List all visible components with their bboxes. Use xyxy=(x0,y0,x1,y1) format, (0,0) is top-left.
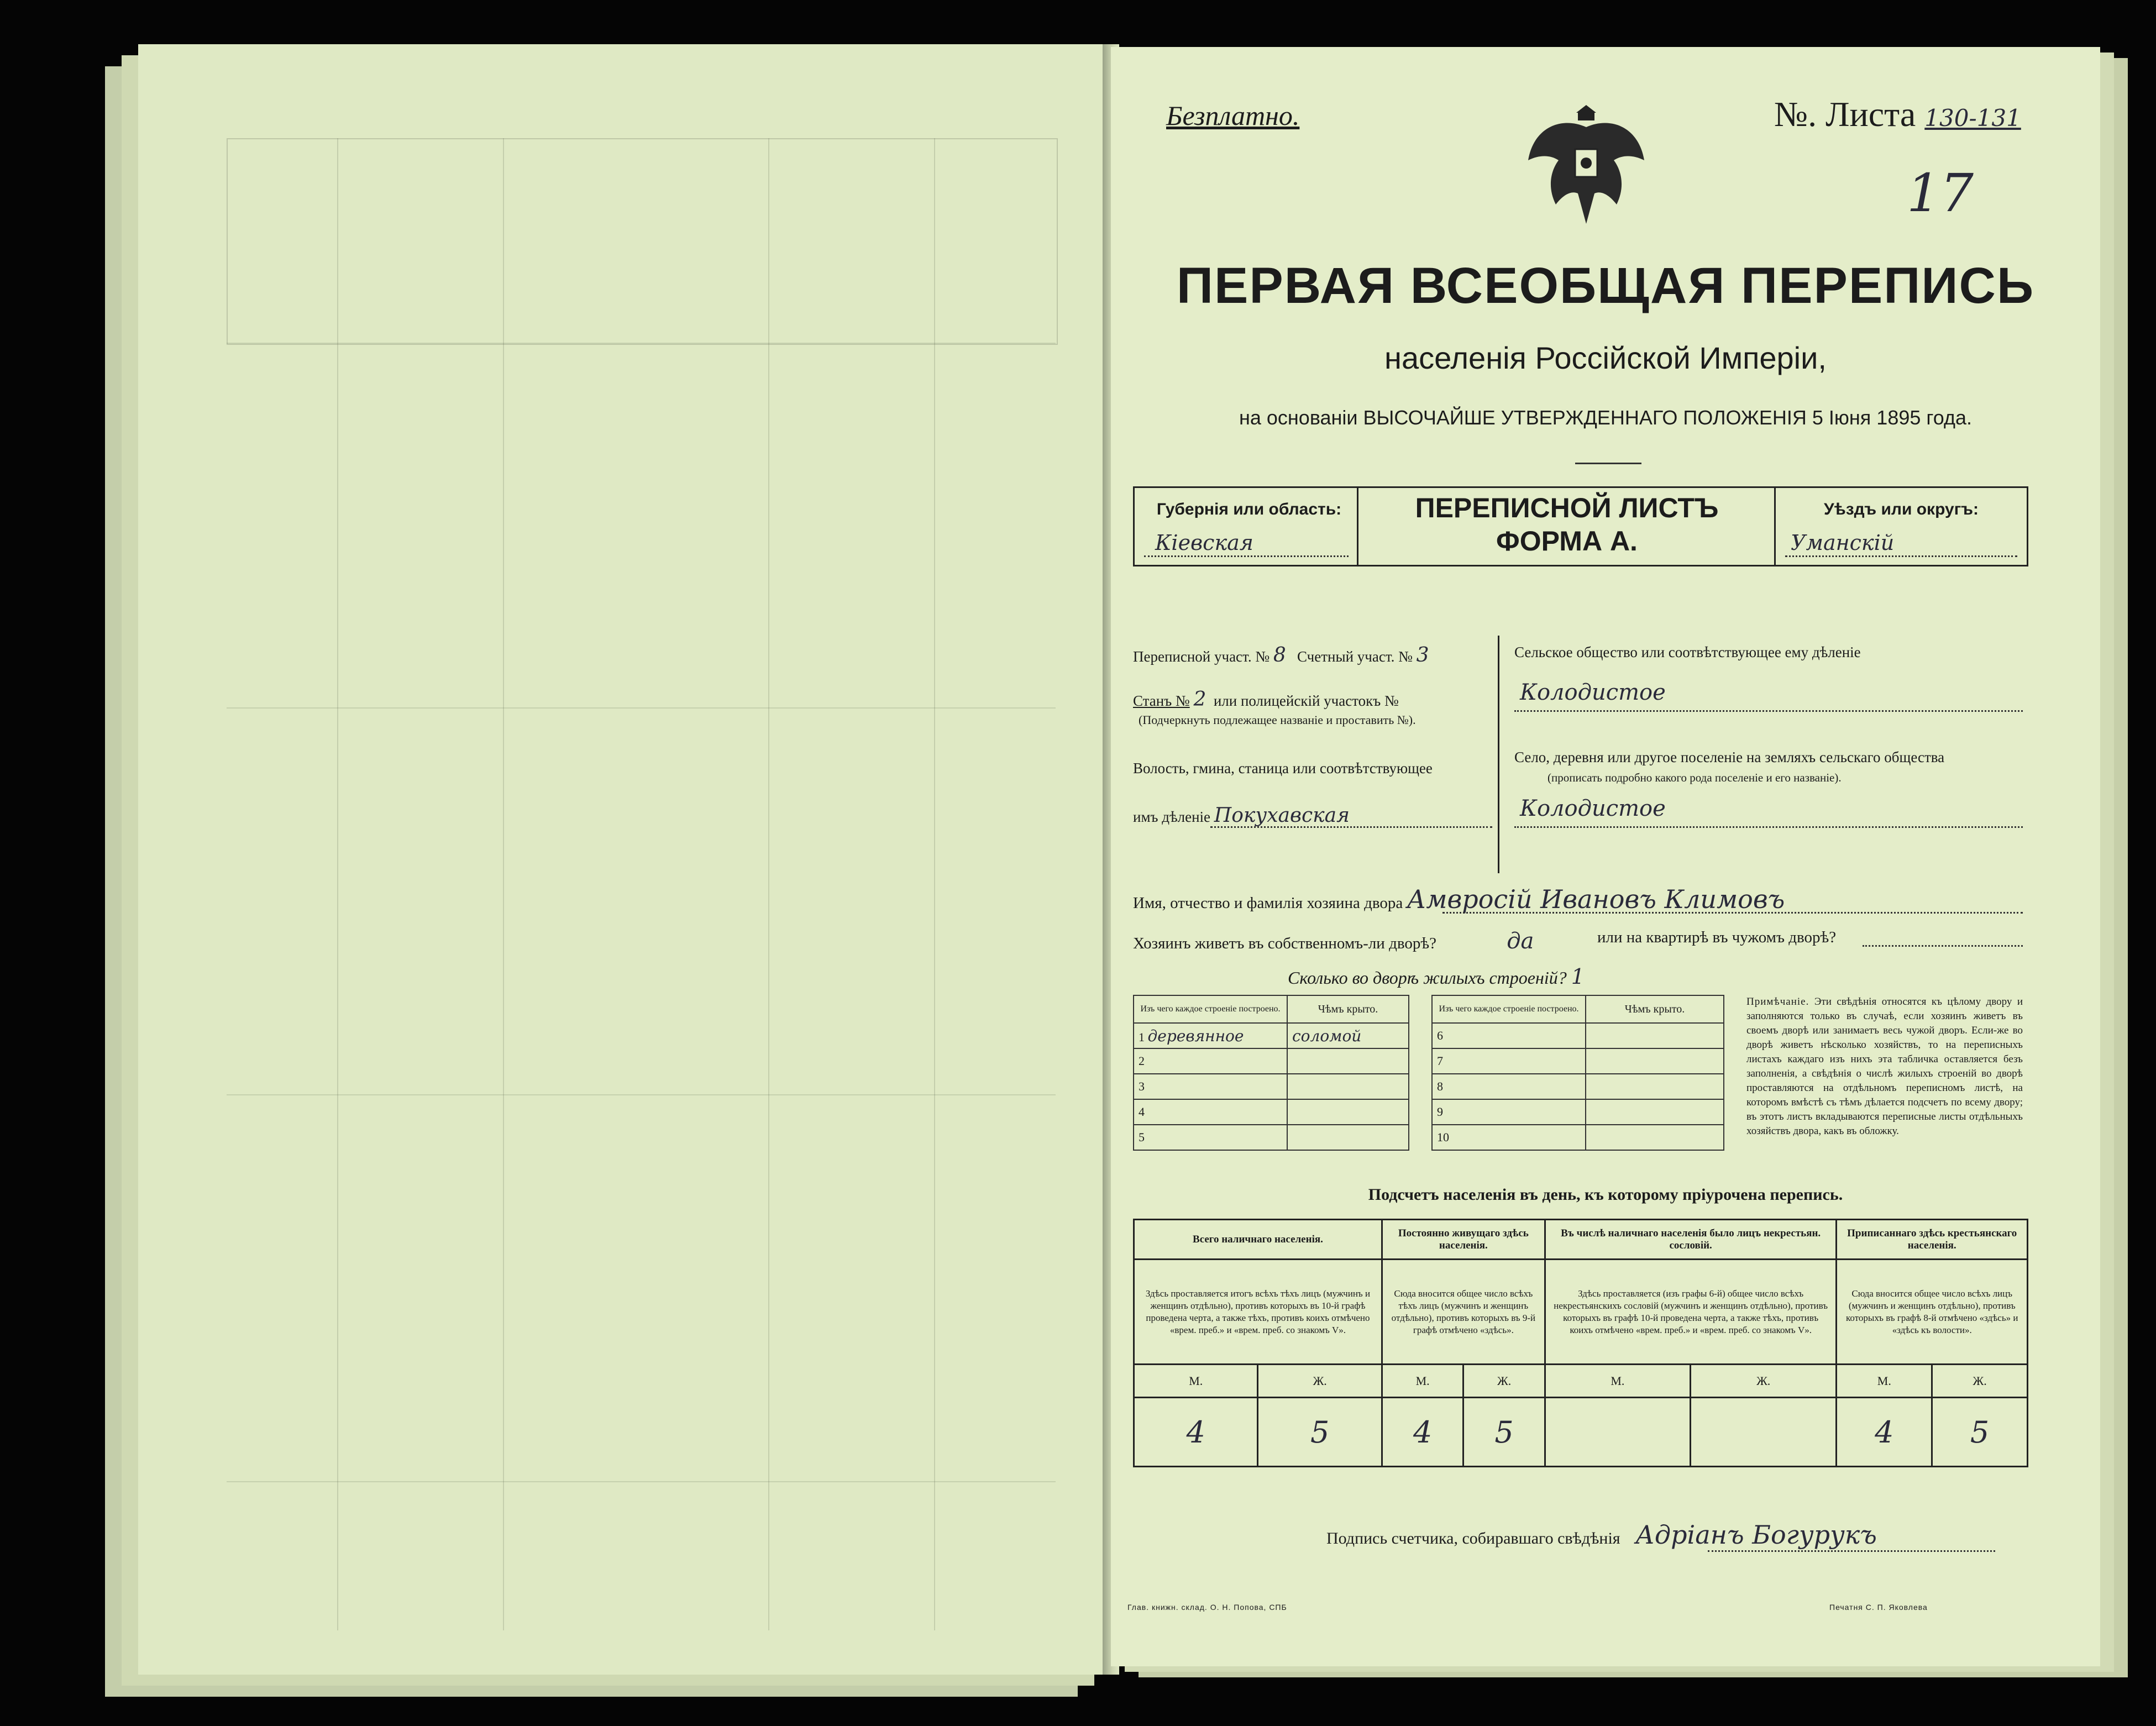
show-through-rule xyxy=(337,138,338,1630)
owner-name-line xyxy=(1442,912,2023,914)
form-header-divider xyxy=(1774,486,1776,566)
form-basis: на основаніи ВЫСОЧАЙШЕ УТВЕРЖДЕННАГО ПОЛОЖЕНІЯ 5 Іюня 1895 года. xyxy=(1239,406,1972,429)
show-through-rule xyxy=(768,138,769,1630)
signature-line xyxy=(1708,1550,1995,1552)
show-through-rule xyxy=(227,707,1056,709)
census-area-value: 8 xyxy=(1273,644,1286,667)
show-through-rule xyxy=(503,138,504,1630)
building-roof: соломой xyxy=(1287,1023,1409,1048)
form-title: ПЕРВАЯ ВСЕОБЩАЯ ПЕРЕПИСЬ xyxy=(1176,258,2035,314)
society-value: Колодистое xyxy=(1520,680,1666,705)
note-block xyxy=(1746,995,2023,1139)
pop-total-male: 4 xyxy=(1134,1398,1258,1467)
province-value: Кіевская xyxy=(1155,531,1253,555)
table-row: 10 xyxy=(1432,1125,1724,1150)
footer-left: Глав. книжн. склад. О. Н. Попова, СПБ xyxy=(1127,1603,1287,1612)
volost-label: Волость, гмина, станица или соотвѣтствующее xyxy=(1133,760,1433,777)
pop-peasant-male: 4 xyxy=(1837,1398,1932,1467)
pop-col-peasant-desc: Сюда вносится общее число всѣхъ лицъ (мужчинъ и женщинъ отдѣльно), противъ которыхъ въ графѣ 8-й отмѣчено «здѣсь» и «здѣсь къ волости». xyxy=(1837,1260,2028,1365)
own-yard-value: да xyxy=(1507,928,1534,954)
census-sheet-title: ПЕРЕПИСНОЙ ЛИСТЪ xyxy=(1415,492,1719,523)
count-area-value: 3 xyxy=(1416,644,1429,667)
show-through-rule xyxy=(227,343,1056,344)
male-label: М. xyxy=(1545,1365,1690,1398)
buildings-row: Сколько во дворѣ жилыхъ строеній? 1 xyxy=(1288,964,1585,989)
pop-nonpeasant-female xyxy=(1690,1398,1837,1467)
pop-nonpeasant-male xyxy=(1545,1398,1690,1467)
pop-peasant-female: 5 xyxy=(1932,1398,2028,1467)
male-label: М. xyxy=(1134,1365,1258,1398)
sheet-number-value: 130-131 xyxy=(1924,104,2021,132)
census-form-page xyxy=(1111,47,2100,1666)
owner-name-row: Имя, отчество и фамилія хозяина двора Амвросій Ивановъ Климовъ xyxy=(1133,884,1785,914)
corner-number: 17 xyxy=(1907,163,1974,224)
imperial-eagle-emblem xyxy=(1517,94,1655,232)
table-row: 9 xyxy=(1432,1099,1724,1125)
volost-row: имъ дѣленіе Покухавская xyxy=(1133,804,1350,827)
table-row: 6 xyxy=(1432,1023,1724,1048)
village-label: Село, деревня или другое поселеніе на земляхъ сельскаго общества xyxy=(1514,749,1945,765)
form-subtitle: населенія Россійской Имперіи, xyxy=(1384,340,1827,375)
buildings-value: 1 xyxy=(1571,964,1585,989)
table-row: 7 xyxy=(1432,1048,1724,1074)
table-row: 3 xyxy=(1134,1074,1409,1099)
volost-value: Покухавская xyxy=(1214,804,1350,827)
census-area-row: Переписной участ. № 8 Счетный участ. № 3 xyxy=(1133,644,1429,667)
district-line xyxy=(1785,555,2017,557)
district-label: Уѣздъ или округъ: xyxy=(1823,500,1979,518)
form-header-divider xyxy=(1357,486,1358,566)
show-through-rule xyxy=(934,138,935,1630)
table-row: 4 xyxy=(1134,1099,1409,1125)
note-title: Примѣчаніе. xyxy=(1746,996,1809,1008)
district-value: Уманскій xyxy=(1791,531,1895,555)
pop-resident-male: 4 xyxy=(1382,1398,1463,1467)
buildings-roof-header: Чѣмъ крыто. xyxy=(1287,995,1409,1023)
underline-note: (Подчеркнуть подлежащее названіе и проставить №). xyxy=(1139,713,1416,727)
table-row: 5 xyxy=(1134,1125,1409,1150)
show-through-table xyxy=(227,138,1058,345)
province-line xyxy=(1144,555,1349,557)
buildings-material-header: Изъ чего каждое строеніе построено. xyxy=(1134,995,1287,1023)
female-label: Ж. xyxy=(1932,1365,2028,1398)
stan-value: 2 xyxy=(1193,688,1206,711)
free-label: Безплатно. xyxy=(1166,100,1300,131)
buildings-table-left xyxy=(1133,995,1409,1151)
pop-col-total-title: Всего наличнаго населенія. xyxy=(1134,1220,1382,1260)
pop-resident-female: 5 xyxy=(1463,1398,1545,1467)
male-label: М. xyxy=(1837,1365,1932,1398)
note-text: Эти свѣдѣнія относятся къ цѣлому двору и заполняются только въ случаѣ, если хозяинъ живетъ въ своемъ дворѣ или занимаетъ весь чужой дворъ. Если-же во дворѣ живетъ нѣсколько хозяйствъ, то на переписныхъ листахъ каждаго изъ нихъ эта табличка оставляется безъ заполненія, а свѣдѣнія о числѣ жилыхъ строеній во дворѣ проставляются на отдѣльномъ переписномъ листѣ, на которомъ вмѣстѣ съ тѣмъ дѣлается подсчетъ по всему двору; въ этотъ листъ вкладываются переписные листы отдѣльныхъ хозяйствъ двора, какъ въ обложку. xyxy=(1746,996,2023,1137)
population-table xyxy=(1133,1219,2028,1467)
male-label: М. xyxy=(1382,1365,1463,1398)
population-heading: Подсчетъ населенія въ день, къ которому пріурочена перепись. xyxy=(1368,1185,1843,1204)
pop-total-female: 5 xyxy=(1258,1398,1382,1467)
pop-col-total-desc: Здѣсь проставляется итогъ всѣхъ тѣхъ лицъ (мужчинъ и женщинъ отдѣльно), противъ которыхъ въ 10-й графѣ проведена черта, а также тѣхъ, противъ коихъ отмѣчено «врем. преб.» и «врем. преб. со знакомъ V». xyxy=(1134,1260,1382,1365)
buildings-table-right: Изъ чего каждое строеніе построено. Чѣмъ крыто. 6 7 8 9 10 xyxy=(1431,995,1724,1151)
pop-col-peasant-title: Приписаннаго здѣсь крестьянскаго населенія. xyxy=(1837,1220,2028,1260)
society-label: Сельское общество или соотвѣтствующее ему дѣленіе xyxy=(1514,644,1861,660)
table-row: 1 деревянное соломой xyxy=(1134,1023,1409,1048)
table-row: 8 xyxy=(1432,1074,1724,1099)
pop-col-resident-title: Постоянно живущаго здѣсь населенія. xyxy=(1382,1220,1545,1260)
rent-line xyxy=(1863,945,2023,947)
left-page xyxy=(138,44,1111,1675)
owner-name-value: Амвросій Ивановъ Климовъ xyxy=(1407,884,1785,914)
province-label: Губернія или область: xyxy=(1156,500,1342,518)
pop-col-resident-desc: Сюда вносится общее число всѣхъ тѣхъ лицъ (мужчинъ и женщинъ отдѣльно), противъ которыхъ въ 9-й графѣ отмѣчено «здѣсь». xyxy=(1382,1260,1545,1365)
show-through-rule xyxy=(227,1481,1056,1482)
signature-row: Подпись счетчика, собиравшаго свѣдѣнія Адріанъ Богурукъ xyxy=(1326,1520,1877,1550)
pop-col-nonpeasant-title: Въ числѣ наличнаго населенія было лицъ некрестьян. сословій. xyxy=(1545,1220,1837,1260)
table-row: 2 xyxy=(1134,1048,1409,1074)
sheet-number-label: №. Листа 130-131 xyxy=(1774,95,2021,134)
female-label: Ж. xyxy=(1690,1365,1837,1398)
pop-col-nonpeasant-desc: Здѣсь проставляется (изъ графы 6-й) общее число всѣхъ некрестьянскихъ сословій (мужчинъ и женщинъ отдѣльно), противъ которыхъ въ графѣ 10-й проведена черта, а также тѣхъ, противъ коихъ отмѣчено «врем. преб.» и «врем. преб. со знакомъ V». xyxy=(1545,1260,1837,1365)
location-divider xyxy=(1498,636,1499,873)
village-value: Колодистое xyxy=(1520,796,1666,821)
rent-label: или на квартирѣ въ чужомъ дворѣ? xyxy=(1597,928,1837,946)
village-line xyxy=(1514,826,2023,828)
footer-right: Печатня С. П. Яковлева xyxy=(1829,1603,1928,1612)
female-label: Ж. xyxy=(1258,1365,1382,1398)
society-line xyxy=(1514,710,2023,712)
signature-value: Адріанъ Богурукъ xyxy=(1635,1520,1877,1550)
show-through-rule xyxy=(227,1094,1056,1095)
own-yard-row: Хозяинъ живетъ въ собственномъ-ли дворѣ? да xyxy=(1133,928,1534,954)
building-material: деревянное xyxy=(1147,1026,1244,1045)
stan-row: Станъ № 2 или полицейскій участокъ № xyxy=(1133,688,1399,711)
volost-line xyxy=(1210,826,1492,828)
ornament-divider xyxy=(1575,463,1641,464)
female-label: Ж. xyxy=(1463,1365,1545,1398)
village-note: (прописать подробно какого рода поселеніе и его названіе). xyxy=(1548,771,1842,784)
census-sheet-form: ФОРМА А. xyxy=(1496,526,1638,557)
